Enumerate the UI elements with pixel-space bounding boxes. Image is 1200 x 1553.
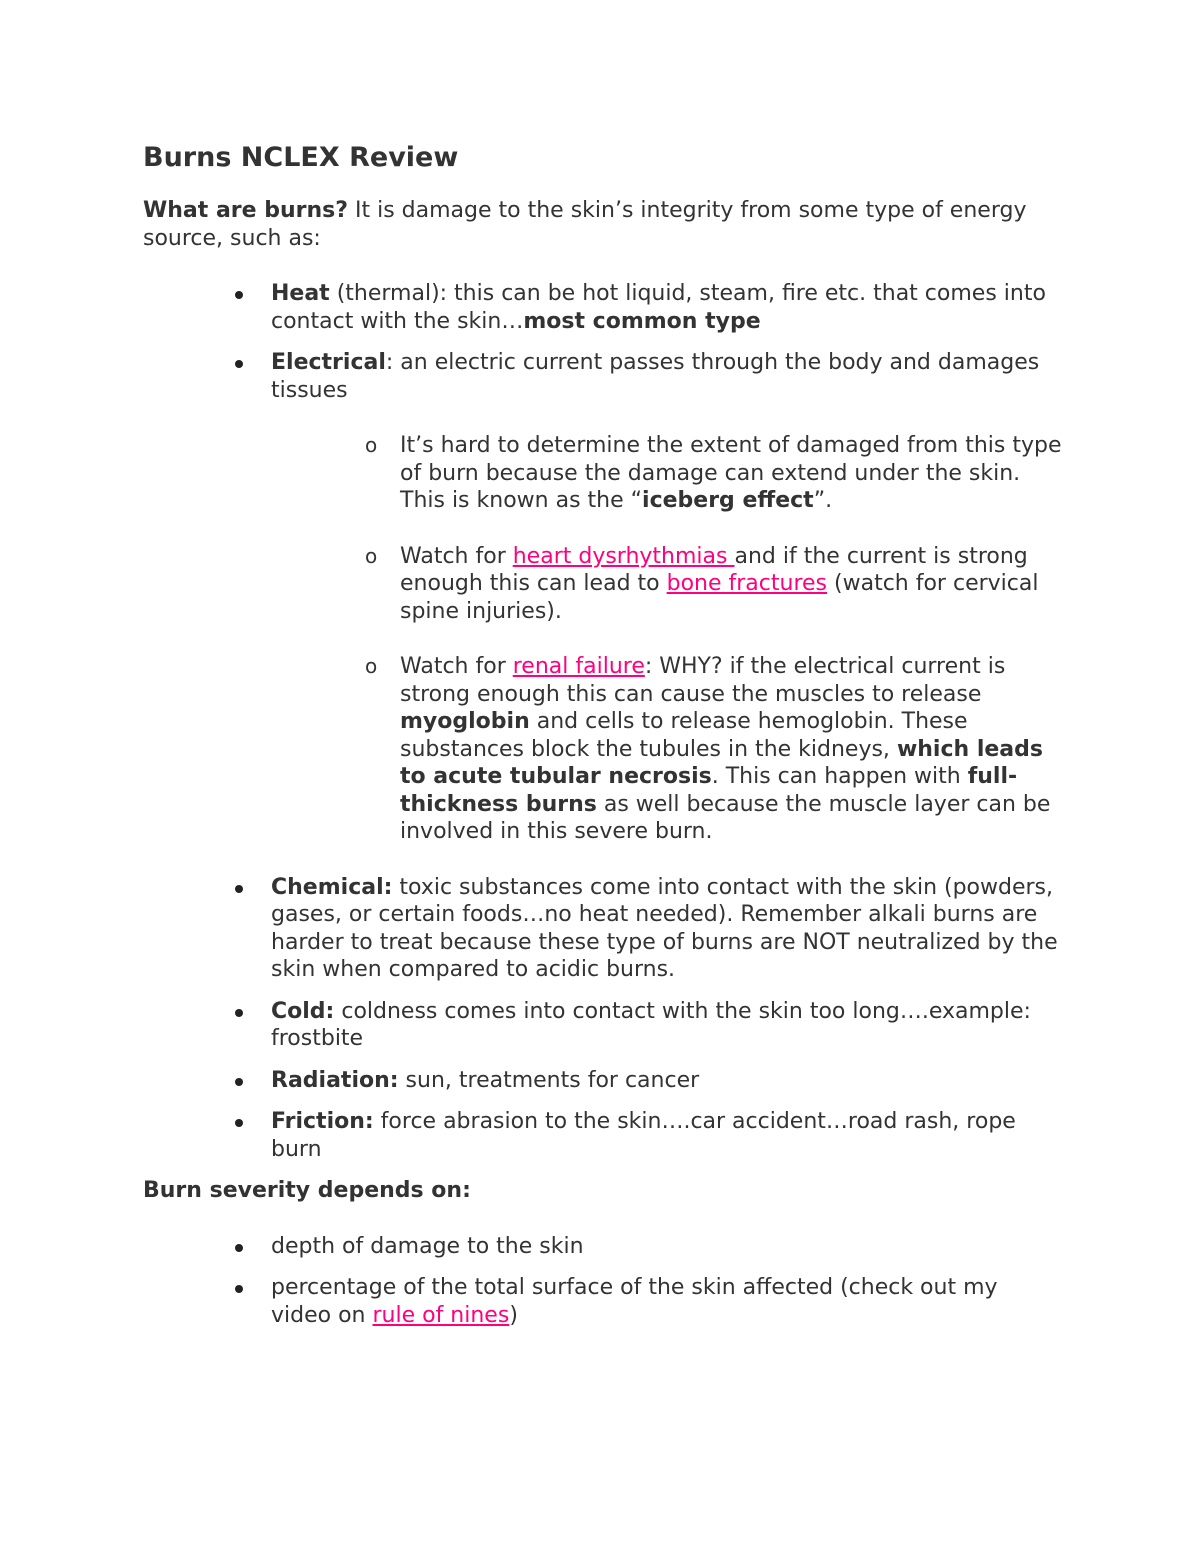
- renal-failure-link[interactable]: renal failure: [512, 654, 645, 679]
- severity-heading: Burn severity depends on:: [143, 1178, 471, 1203]
- percentage-text-1: percentage of the total surface of the skin affected (check out my video on: [271, 1275, 998, 1328]
- friction-text: force abrasion to the skin….car accident…road rash, rope burn: [271, 1109, 1016, 1162]
- depth-text: depth of damage to the skin: [271, 1233, 584, 1259]
- page-title: Burns NCLEX Review: [143, 142, 459, 173]
- circle-bullet-icon: o: [365, 433, 378, 457]
- list-item-depth: [143, 1233, 1063, 1261]
- electrical-label: Electrical: [271, 350, 386, 375]
- necrosis-emphasis: which leads to acute tubular necrosis: [400, 736, 1043, 789]
- circle-bullet-icon: o: [365, 543, 378, 568]
- chemical-text: toxic substances come into contact with the skin (powders, gases, or certain foods…no heat needed). Remember alkali burns are harder to treat because these type of burns are NOT neutralized by the skin when compared to acidic burns.: [271, 874, 1058, 982]
- list-item-cold: [143, 998, 1063, 1053]
- heat-text: (thermal): this can be hot liquid, steam, fire etc. that comes into contact with the skin…: [271, 281, 1046, 334]
- full-thickness-emphasis: full-thickness burns: [400, 764, 1018, 817]
- circle-bullet-icon: o: [365, 654, 378, 678]
- list-item-heat: [143, 280, 1063, 335]
- bullet-icon: [235, 1285, 243, 1293]
- sublist-item-renal: [143, 653, 1063, 846]
- renal-text-5: as well because the muscle layer can be involved in this severe burn.: [400, 791, 1051, 844]
- intro-question: What are burns?: [143, 198, 349, 223]
- bullet-icon: [235, 291, 243, 299]
- friction-label: Friction:: [271, 1109, 374, 1134]
- burn-types-list: [143, 280, 1063, 1163]
- iceberg-emphasis: iceberg effect: [642, 488, 814, 513]
- heart-text-2: and if the current is strong enough this can lead to: [400, 543, 1028, 596]
- list-item-chemical: [143, 874, 1063, 984]
- intro-paragraph: [143, 197, 1063, 252]
- radiation-text: sun, treatments for cancer: [398, 1067, 700, 1093]
- iceberg-text-1: It’s hard to determine the extent of damaged from this type of burn because the damage can extend under the skin. This is known as the “: [400, 433, 1062, 513]
- intro-text: It is damage to the skin’s integrity from some type of energy source, such as:: [143, 198, 1027, 251]
- renal-text-3: and cells to release hemoglobin. These substances block the tubules in the kidneys,: [400, 709, 968, 762]
- bullet-icon: [235, 1009, 243, 1017]
- renal-text-2: : WHY? if the electrical current is strong enough this can cause the muscles to release: [400, 654, 1006, 707]
- bullet-icon: [235, 885, 243, 893]
- heart-text-3: (watch for cervical spine injuries).: [400, 571, 1039, 624]
- bullet-icon: [235, 360, 243, 368]
- cold-text: coldness comes into contact with the skin too long….example: frostbite: [271, 998, 1031, 1051]
- heart-dysrhythmias-link[interactable]: heart dysrhythmias: [512, 543, 735, 569]
- percentage-text-2: ): [509, 1302, 518, 1328]
- list-item-electrical: [143, 349, 1063, 846]
- heat-label: Heat: [271, 281, 330, 306]
- chemical-label: Chemical:: [271, 874, 393, 900]
- rule-of-nines-link[interactable]: rule of nines: [372, 1302, 510, 1328]
- list-item-radiation: [143, 1067, 1063, 1095]
- renal-text-1: Watch for: [400, 654, 513, 679]
- bullet-icon: [235, 1244, 243, 1252]
- severity-list: [143, 1233, 1063, 1330]
- list-item-friction: [143, 1108, 1063, 1163]
- sublist-item-heart: [143, 543, 1063, 626]
- bullet-icon: [235, 1078, 243, 1086]
- renal-text-4: . This can happen with: [711, 764, 968, 789]
- list-item-percentage: [143, 1274, 1063, 1329]
- heart-text-1: Watch for: [400, 543, 513, 569]
- bullet-icon: [235, 1119, 243, 1127]
- bone-fractures-link[interactable]: bone fractures: [666, 571, 828, 596]
- heat-emphasis: most common type: [523, 308, 761, 334]
- cold-label: Cold:: [271, 998, 335, 1024]
- iceberg-text-2: ”.: [813, 488, 833, 513]
- electrical-text: : an electric current passes through the body and damages tissues: [271, 350, 1040, 403]
- myoglobin-emphasis: myoglobin: [400, 709, 530, 734]
- document-page: [143, 138, 1063, 1329]
- radiation-label: Radiation:: [271, 1067, 399, 1093]
- electrical-sublist: [271, 432, 1063, 846]
- sublist-item-iceberg: [143, 432, 1063, 515]
